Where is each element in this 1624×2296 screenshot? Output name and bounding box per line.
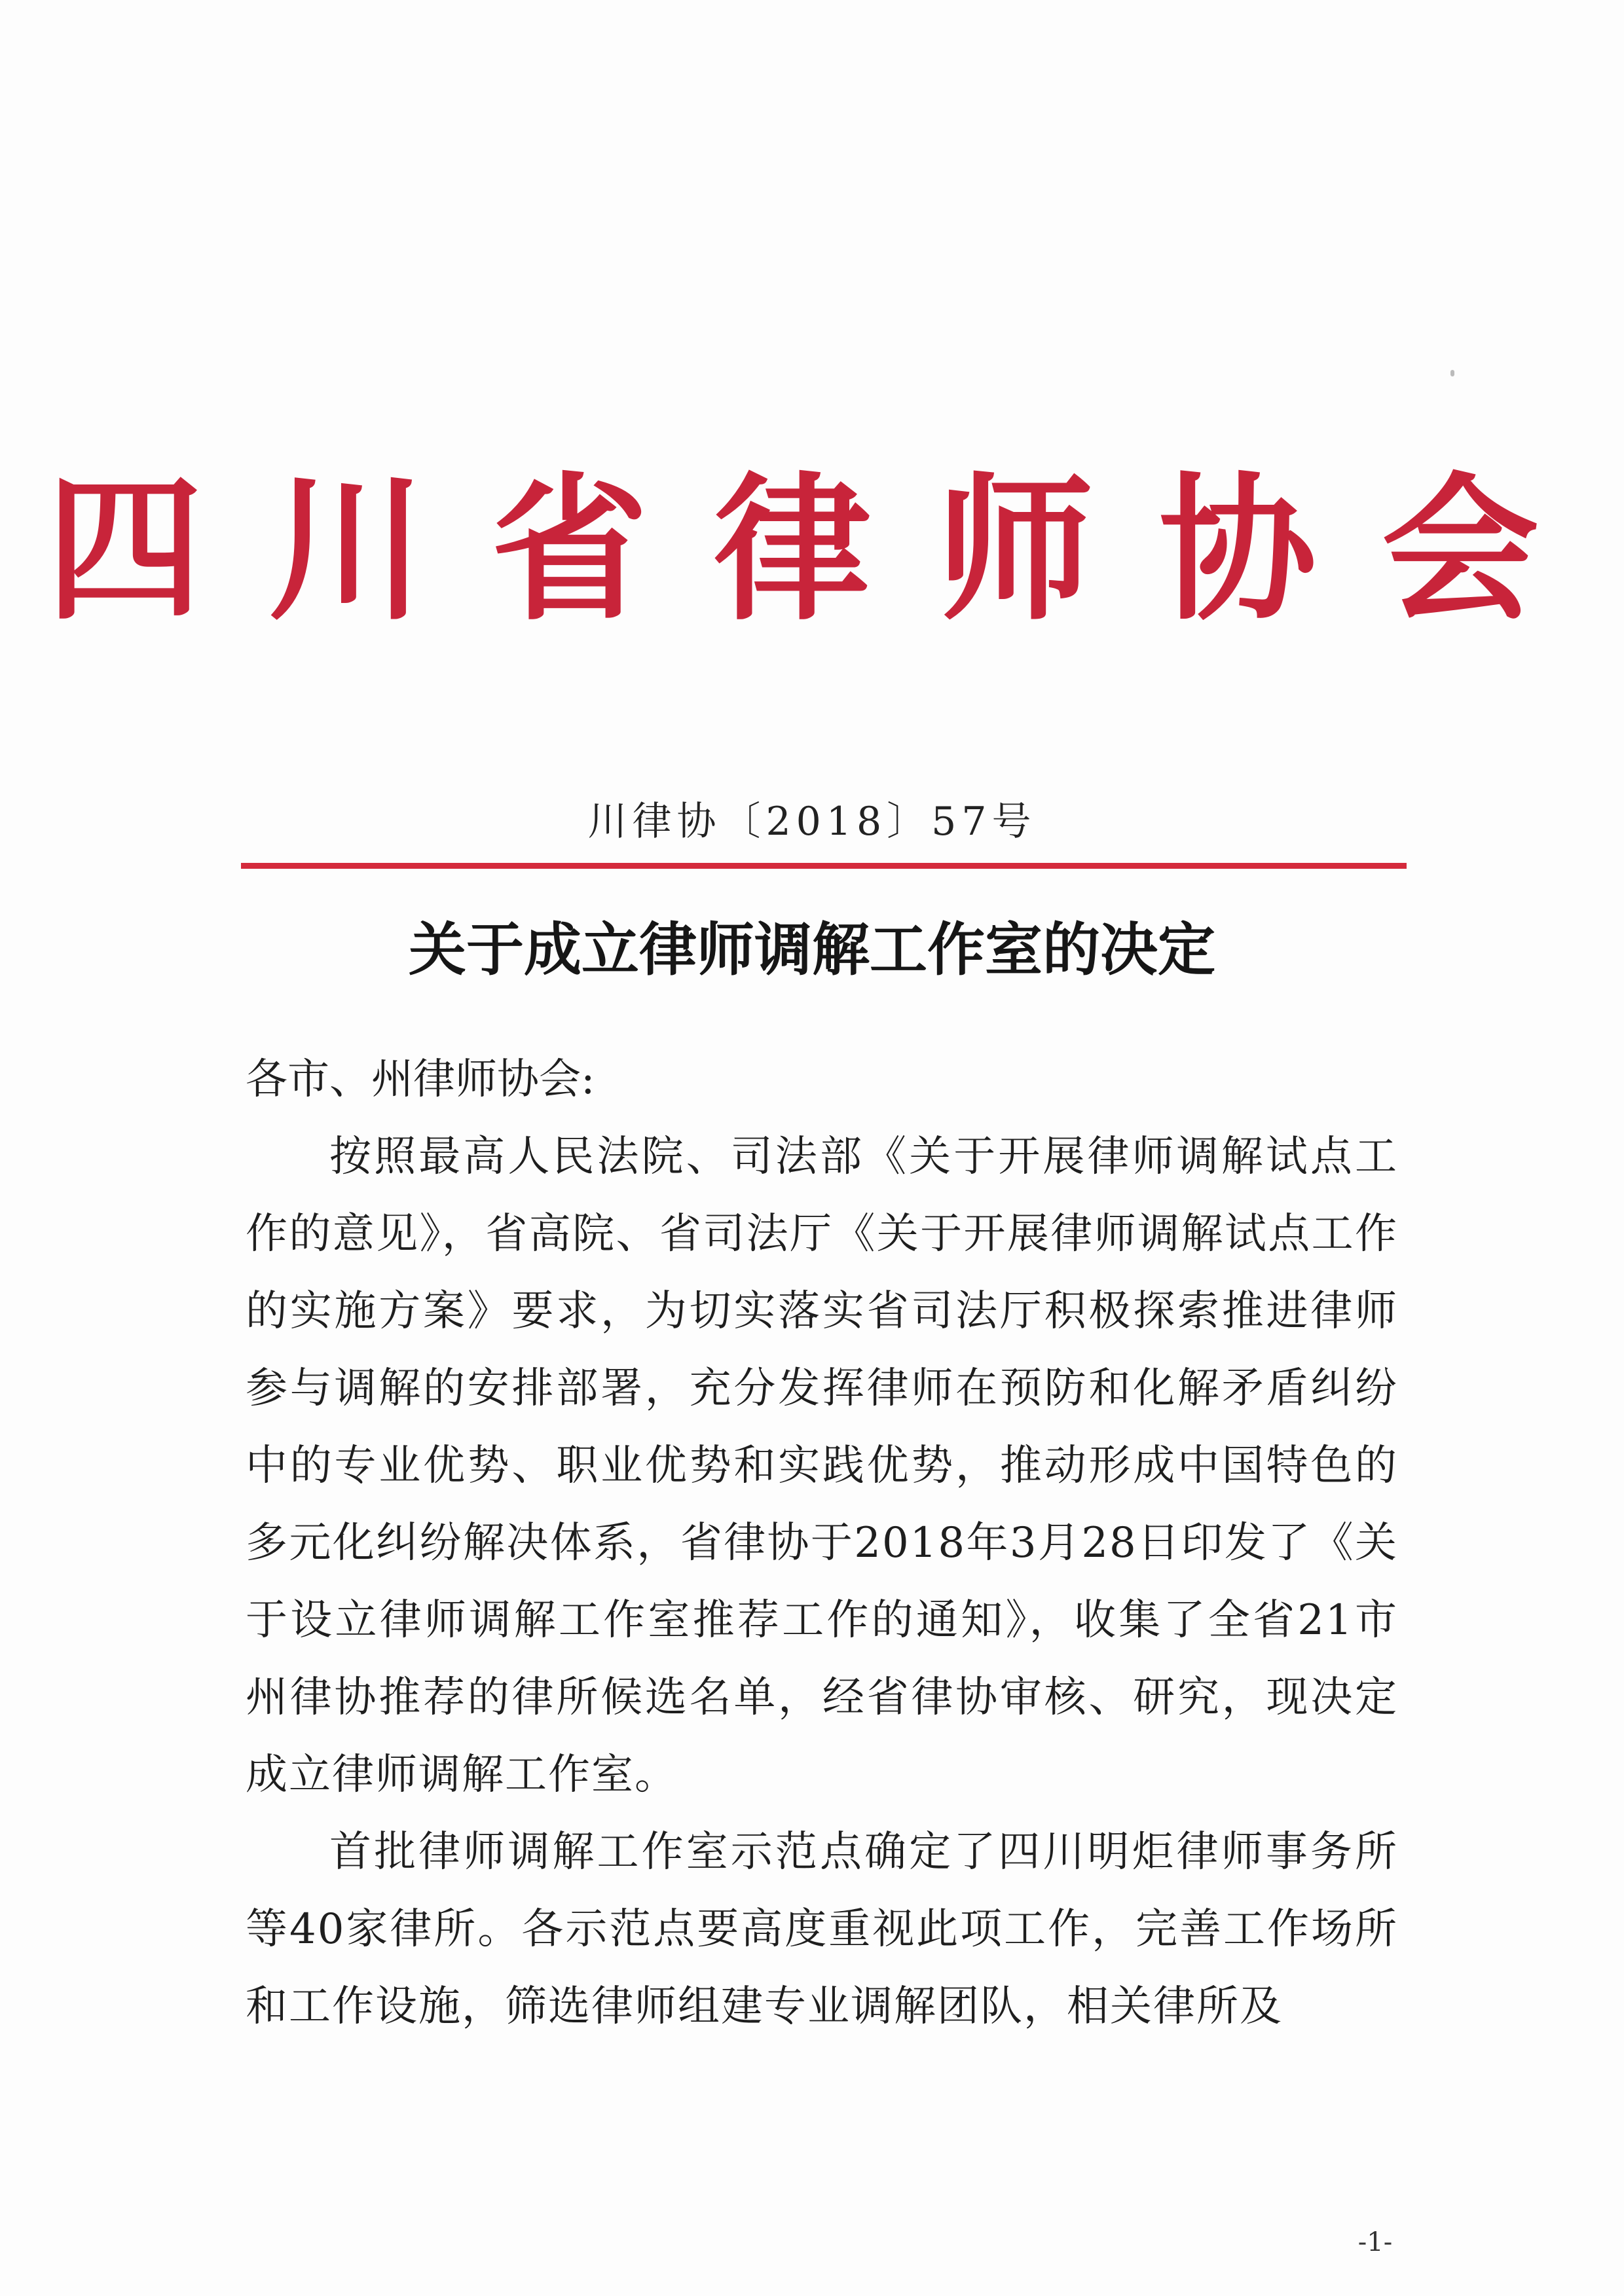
body-paragraph: 按照最高人民法院、司法部《关于开展律师调解试点工作的意见》，省高院、省司法厅《关于开展律师调解试点工作的实施方案》要求，为切实落实省司法厅积极探索推进律师参与调解的安排部署，充分发挥律师在预防和化解矛盾纠纷中的专业优势、职业优势和实践优势，推动形成中国特色的多元化纠纷解决体系，省律协于2018年3月28日印发了《关于设立律师调解工作室推荐工作的通知》，收集了全省21市州律协推荐的律所候选名单，经省律协审核、研究，现决定成立律师调解工作室。	[246, 1133, 1398, 1799]
document-body	[246, 1041, 1398, 2045]
salutation: 各市、州律师协会:	[246, 1055, 595, 1104]
red-divider-line	[241, 863, 1407, 869]
document-number: 川律协〔2018〕57号	[587, 799, 1037, 845]
page-number: -1-	[1357, 2227, 1393, 2257]
scan-speck	[1450, 370, 1454, 376]
body-paragraph: 首批律师调解工作室示范点确定了四川明炬律师事务所等40家律所。各示范点要高度重视此项工作，完善工作场所和工作设施，筛选律师组建专业调解团队，相关律所及	[246, 1828, 1398, 2031]
document-title: 关于成立律师调解工作室的决定	[408, 915, 1215, 983]
organization-header: 四川省律师协会	[46, 458, 1604, 642]
